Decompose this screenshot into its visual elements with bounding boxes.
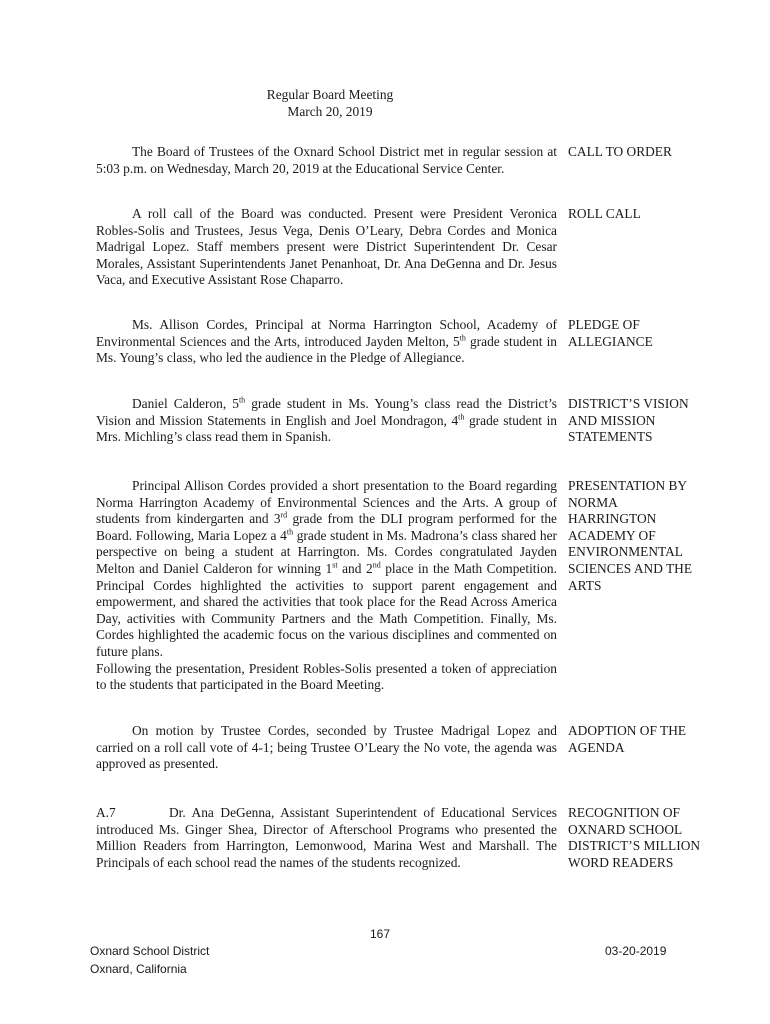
- presentation-text: [96, 478, 557, 694]
- vision-mission-label: DISTRICT’S VISION AND MISSION STATEMENTS: [568, 396, 689, 445]
- vision-mission-text: [96, 396, 557, 446]
- pledge-paragraph: Ms. Allison Cordes, Principal at Norma Harrington School, Academy of Environmental Sciences and the Arts, introduced Jayden Melton, 5th grade student in Ms. Young’s class, who led the audience in the Pledge of Allegiance.: [96, 317, 557, 366]
- roll-call-paragraph: A roll call of the Board was conducted. Present were President Veronica Robles-Solis and Trustees, Jesus Vega, Denis O’Leary, Debra Cordes and Monica Madrigal Lopez. Staff members present were District Superintendent Dr. Cesar Morales, Assistant Superintendents Janet Penanhoat, Dr. Ana DeGenna and Dr. Jesus Vaca, and Executive Assistant Rose Chaparro.: [96, 206, 557, 288]
- roll-call-text: [96, 206, 557, 289]
- recognition-paragraph: A.7 Dr. Ana DeGenna, Assistant Superintendent of Educational Services introduced Ms. Ginger Shea, Director of Afterschool Programs who presented the Million Readers from Harrington, Lemonwood, Marina West and Marshall. The Principals of each school read the names of the students recognized.: [96, 805, 557, 870]
- presentation-followup-paragraph: Following the presentation, President Robles-Solis presented a token of appreciation to the students that participated in the Board Meeting.: [96, 660, 557, 693]
- presentation-paragraph: Principal Allison Cordes provided a short presentation to the Board regarding Norma Harrington Academy of Environmental Sciences and the Arts. A group of students from kindergarten and 3rd grade from the DLI program performed for the Board. Following, Maria Lopez a 4th grade student in Ms. Madrona’s class shared her perspective on being a student at Harrington. Ms. Cordes congratulated Jayden Melton and Daniel Calderon for winning 1st and 2nd place in the Math Competition. Principal Cordes highlighted the activities to support parent engagement and empowerment, and shared the activities that took place for the Read Across America Day, activities with Community Partners and the Math Competition. Finally, Ms. Cordes highlighted the academic focus on the various disciplines and commented on future plans.: [96, 478, 557, 659]
- meeting-header: [250, 86, 410, 120]
- footer-org: Oxnard School District: [90, 944, 210, 958]
- call-to-order-label: CALL TO ORDER: [568, 144, 672, 159]
- adoption-paragraph: On motion by Trustee Cordes, seconded by Trustee Madrigal Lopez and carried on a roll call vote of 4-1; being Trustee O’Leary the No vote, the agenda was approved as presented.: [96, 723, 557, 772]
- adoption-text: [96, 723, 557, 773]
- meeting-title: Regular Board Meeting: [266, 87, 394, 102]
- vision-mission-paragraph: Daniel Calderon, 5th grade student in Ms. Young’s class read the District’s Vision and Mission Statements in English and Joel Mondragon, 4th grade student in Mrs. Michling’s class read them in Spanish.: [96, 395, 558, 445]
- page-number: 167: [370, 927, 391, 941]
- footer-date: 03-20-2019: [605, 944, 667, 958]
- recognition-text: [96, 805, 557, 871]
- footer-location: Oxnard, California: [90, 962, 187, 976]
- call-to-order-text: [96, 144, 557, 177]
- meeting-date: March 20, 2019: [287, 104, 373, 119]
- call-to-order-paragraph: The Board of Trustees of the Oxnard School District met in regular session at 5:03 p.m. on Wednesday, March 20, 2019 at the Educational Service Center.: [96, 144, 557, 176]
- adoption-label: ADOPTION OF THE AGENDA: [568, 723, 687, 755]
- roll-call-label: ROLL CALL: [568, 206, 641, 221]
- pledge-label: PLEDGE OF ALLEGIANCE: [568, 317, 653, 349]
- pledge-text: [96, 317, 557, 367]
- item-number: A.7: [96, 805, 116, 820]
- recognition-label: RECOGNITION OF OXNARD SCHOOL DISTRICT’S MILLION WORD READERS: [568, 805, 701, 870]
- presentation-label: PRESENTATION BY NORMA HARRINGTON ACADEMY OF ENVIRONMENTAL SCIENCES AND THE ARTS: [568, 478, 692, 593]
